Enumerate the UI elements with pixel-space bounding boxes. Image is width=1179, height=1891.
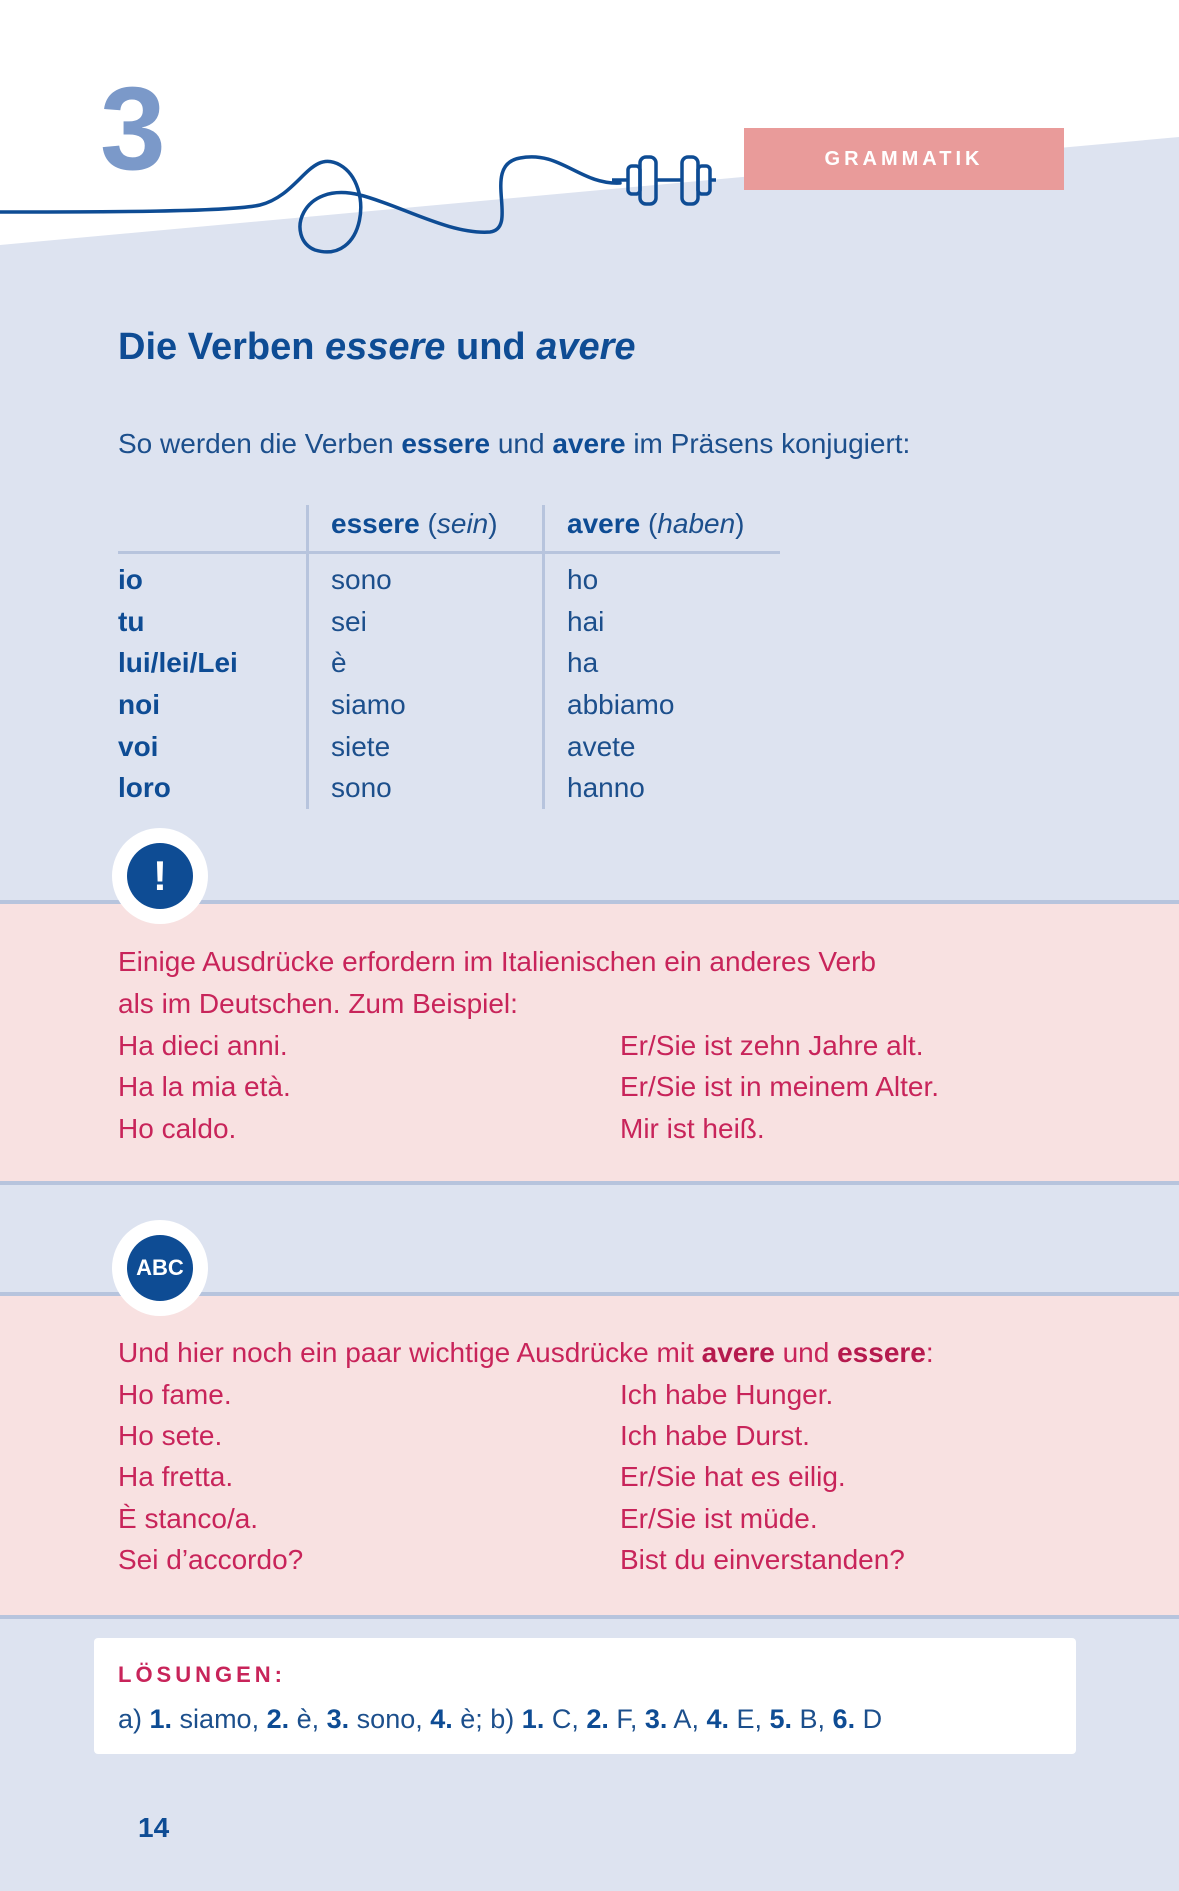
vocab-badge — [112, 1220, 208, 1316]
vocab-example-de-1: Ich habe Hunger. — [620, 1379, 834, 1410]
note-example-de-3: Mir ist heiß. — [620, 1113, 765, 1144]
title-prefix: Die Verben — [118, 326, 325, 368]
header-translation-haben: haben — [657, 508, 736, 539]
essere-lui-lei: è — [331, 647, 347, 678]
pronoun-loro: loro — [118, 772, 171, 803]
sol-num: 6. — [832, 1704, 856, 1734]
note-badge — [112, 828, 208, 924]
essere-loro: sono — [331, 772, 392, 803]
header-verb-avere: avere — [567, 508, 641, 539]
pronoun-io: io — [118, 564, 143, 595]
sol-num: 3. — [326, 1704, 350, 1734]
vocab-intro-verb-avere: avere — [701, 1337, 775, 1368]
sol-part: a) — [118, 1704, 150, 1734]
vocab-example-it-5: Sei d’accordo? — [118, 1544, 304, 1575]
essere-noi: siamo — [331, 689, 406, 720]
title-middle: und — [445, 326, 537, 368]
page-title — [118, 326, 636, 369]
header-translation-sein: sein — [436, 508, 489, 539]
note-example-de-2: Er/Sie ist in meinem Alter. — [620, 1071, 940, 1102]
abc-icon: ABC — [127, 1235, 193, 1301]
title-verb-avere: avere — [536, 326, 636, 368]
note-example-it-3: Ho caldo. — [118, 1113, 237, 1144]
note-line-2: als im Deutschen. Zum Beispiel: — [118, 988, 518, 1019]
solutions-title: LÖSUNGEN: — [118, 1662, 286, 1687]
table-column-divider-1 — [306, 505, 309, 809]
note-example-de-1: Er/Sie ist zehn Jahre alt. — [620, 1030, 924, 1061]
sol-part: siamo, — [172, 1704, 267, 1734]
sol-part: A, — [667, 1704, 707, 1734]
sol-part: è; b) — [452, 1704, 522, 1734]
essere-io: sono — [331, 564, 392, 595]
avere-loro: hanno — [567, 772, 645, 803]
note-line-1: Einige Ausdrücke erfordern im Italienischen ein anderes Verb — [118, 946, 876, 977]
pronoun-lui-lei: lui/lei/Lei — [118, 647, 238, 678]
vocab-intro — [118, 1339, 934, 1367]
avere-tu: hai — [567, 606, 605, 637]
sol-part: C, — [544, 1704, 587, 1734]
sol-num: 1. — [521, 1704, 545, 1734]
avere-io: ho — [567, 564, 599, 595]
sol-part: D — [855, 1704, 883, 1734]
vocab-example-it-4: È stanco/a. — [118, 1503, 259, 1534]
solutions-box — [94, 1638, 1076, 1754]
avere-noi: abbiamo — [567, 689, 675, 720]
vocab-intro-verb-essere: essere — [837, 1337, 926, 1368]
exclamation-icon: ! — [127, 843, 193, 909]
title-verb-essere: essere — [324, 326, 446, 368]
vocab-example-de-4: Er/Sie ist müde. — [620, 1503, 818, 1534]
vocab-example-it-1: Ho fame. — [118, 1379, 232, 1410]
vocab-example-it-2: Ho sete. — [118, 1420, 223, 1451]
sol-num: 3. — [644, 1704, 668, 1734]
intro-prefix: So werden die Verben — [118, 428, 402, 459]
vocab-example-it-3: Ha fretta. — [118, 1461, 234, 1492]
vocab-intro-prefix: Und hier noch ein paar wichtige Ausdrücke mit — [118, 1337, 702, 1368]
sol-num: 2. — [266, 1704, 290, 1734]
vocab-intro-suffix: : — [925, 1337, 934, 1368]
pronoun-voi: voi — [118, 731, 159, 762]
vocab-example-de-5: Bist du einverstanden? — [620, 1544, 905, 1575]
vocab-intro-middle: und — [774, 1337, 838, 1368]
table-header-avere: avere (haben) — [567, 508, 745, 539]
table-header-essere: essere (sein) — [331, 508, 498, 539]
intro-middle: und — [490, 428, 553, 459]
table-column-divider-2 — [542, 505, 545, 809]
pronoun-noi: noi — [118, 689, 160, 720]
vocab-example-de-3: Er/Sie hat es eilig. — [620, 1461, 846, 1492]
essere-tu: sei — [331, 606, 367, 637]
solutions-text — [118, 1704, 882, 1735]
vocab-example-de-2: Ich habe Durst. — [620, 1420, 810, 1451]
sol-part: sono, — [349, 1704, 431, 1734]
sol-num: 1. — [149, 1704, 173, 1734]
pronoun-tu: tu — [118, 606, 145, 637]
note-example-it-2: Ha la mia età. — [118, 1071, 291, 1102]
section-tag: GRAMMATIK — [744, 128, 1064, 190]
sol-part: è, — [289, 1704, 327, 1734]
sol-num: 2. — [586, 1704, 609, 1734]
intro-verb-essere: essere — [401, 428, 491, 459]
essere-voi: siete — [331, 731, 391, 762]
sol-num: 4. — [706, 1704, 729, 1734]
avere-voi: avete — [567, 731, 636, 762]
note-example-it-1: Ha dieci anni. — [118, 1030, 288, 1061]
sol-part: B, — [792, 1704, 833, 1734]
sol-part: F, — [608, 1704, 645, 1734]
sol-num: 4. — [430, 1704, 453, 1734]
sol-part: E, — [728, 1704, 770, 1734]
intro-text — [118, 428, 910, 460]
intro-suffix: im Präsens konjugiert: — [625, 428, 911, 459]
sol-num: 5. — [769, 1704, 793, 1734]
table-header-divider — [118, 551, 780, 554]
intro-verb-avere: avere — [552, 428, 626, 459]
avere-lui-lei: ha — [567, 647, 599, 678]
page-number: 14 — [138, 1812, 170, 1843]
header-verb-essere: essere — [331, 508, 420, 539]
chapter-number: 3 — [100, 63, 166, 195]
